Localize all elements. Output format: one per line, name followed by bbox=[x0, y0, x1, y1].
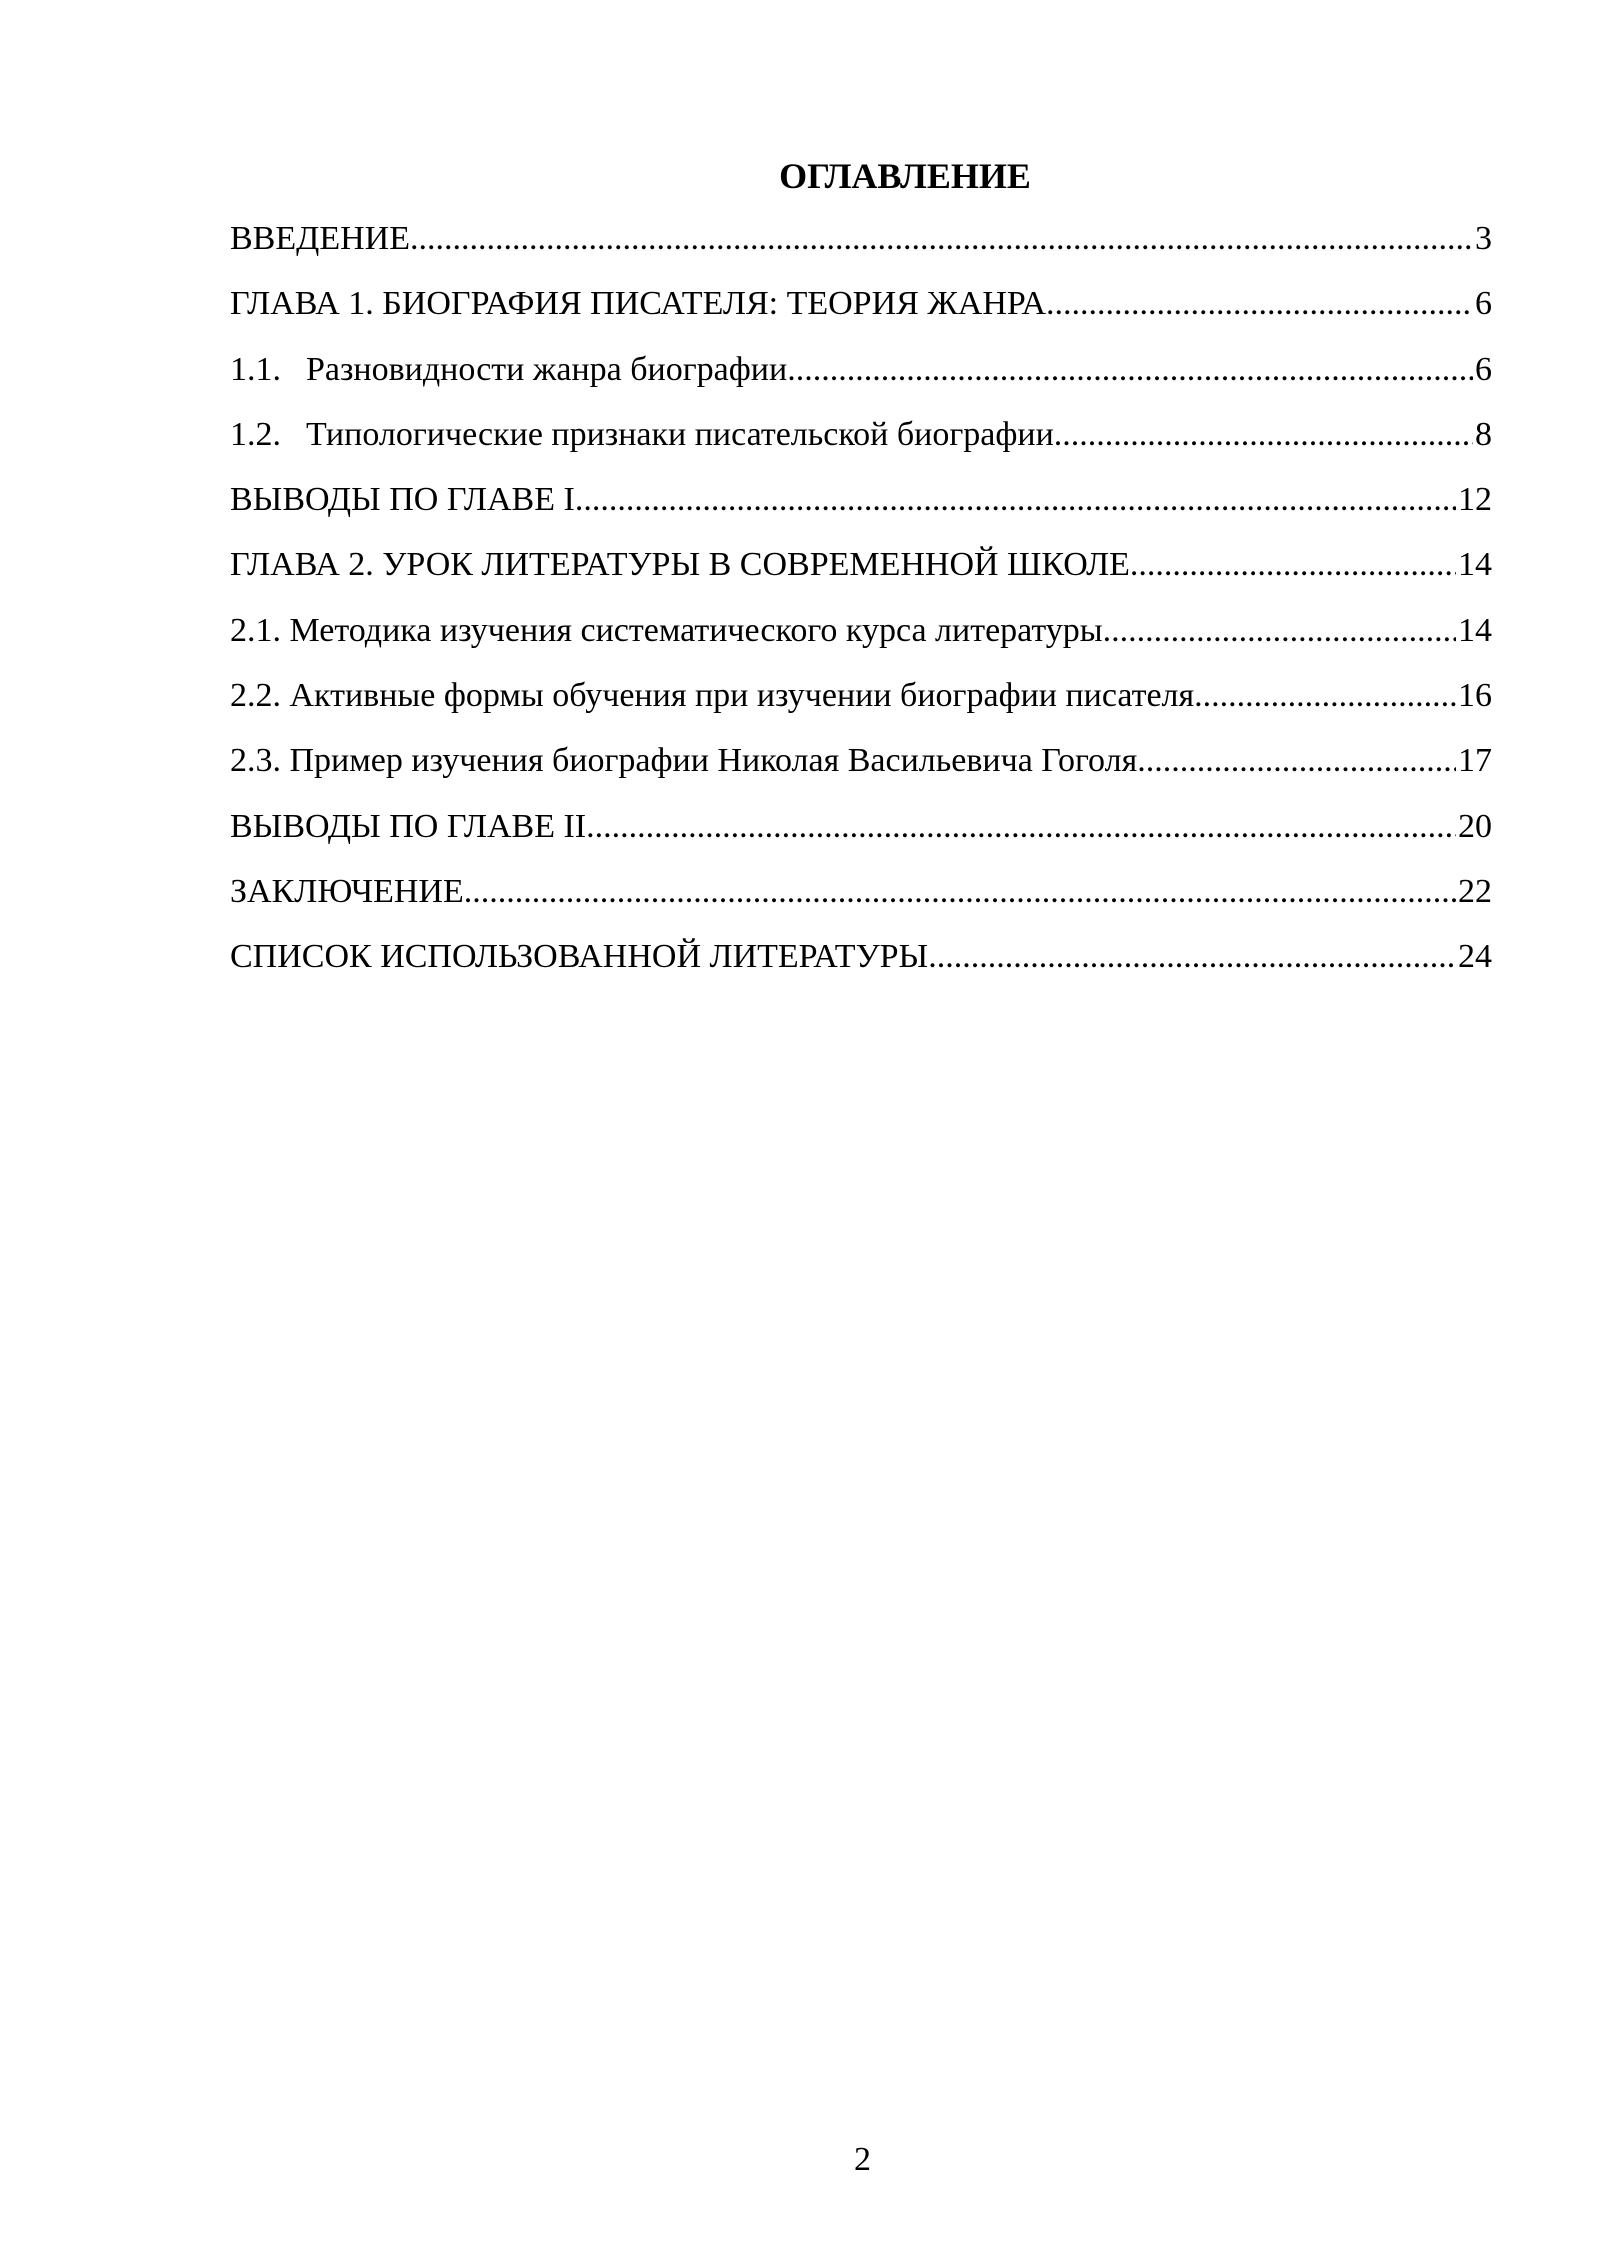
toc-entry[interactable] bbox=[230, 343, 1492, 408]
toc-entry-label: ЗАКЛЮЧЕНИЕ bbox=[230, 872, 464, 910]
dot-leader bbox=[1103, 604, 1456, 658]
toc-entry[interactable] bbox=[230, 800, 1492, 865]
toc-entry[interactable] bbox=[230, 604, 1492, 669]
toc-entry-page: 3 bbox=[1475, 220, 1492, 257]
toc-entry-number: 1.2. bbox=[230, 415, 281, 453]
toc-entry-page: 24 bbox=[1458, 938, 1492, 976]
toc-entry-page: 8 bbox=[1475, 415, 1492, 453]
toc-entry[interactable] bbox=[230, 865, 1492, 930]
toc-entry[interactable] bbox=[230, 538, 1492, 603]
toc-entry[interactable] bbox=[230, 473, 1492, 538]
toc-entry-page: 14 bbox=[1458, 546, 1492, 584]
dot-leader bbox=[464, 865, 1456, 919]
toc-entry-page: 17 bbox=[1458, 742, 1492, 780]
toc-entry-page: 16 bbox=[1458, 677, 1492, 715]
dot-leader bbox=[1137, 734, 1456, 788]
toc-entry[interactable] bbox=[230, 930, 1492, 995]
toc-entry[interactable] bbox=[230, 212, 1492, 277]
table-of-contents bbox=[230, 212, 1492, 996]
dot-leader bbox=[928, 930, 1456, 984]
toc-entry-label: ГЛАВА 2. УРОК ЛИТЕРАТУРЫ В СОВРЕМЕННОЙ ШКОЛЕ bbox=[230, 546, 1130, 584]
toc-entry-label: 2.1. Методика изучения систематического курса литературы bbox=[230, 611, 1103, 649]
toc-entry[interactable] bbox=[230, 277, 1492, 342]
toc-entry-label: 2.3. Пример изучения биографии Николая Васильевича Гоголя bbox=[230, 742, 1138, 780]
toc-entry-label: ВЫВОДЫ ПО ГЛАВЕ I bbox=[230, 481, 575, 519]
dot-leader bbox=[1046, 277, 1473, 331]
dot-leader bbox=[1194, 669, 1456, 723]
toc-entry-label: ВВЕДЕНИЕ bbox=[230, 220, 410, 257]
dot-leader bbox=[586, 800, 1456, 854]
toc-entry-page: 14 bbox=[1458, 611, 1492, 649]
toc-entry-page: 6 bbox=[1475, 285, 1492, 323]
toc-entry-label: Разновидности жанра биографии bbox=[306, 350, 788, 388]
toc-entry-page: 12 bbox=[1458, 481, 1492, 519]
toc-entry-number: 1.1. bbox=[230, 350, 281, 388]
toc-entry[interactable] bbox=[230, 734, 1492, 799]
toc-entry-label: ГЛАВА 1. БИОГРАФИЯ ПИСАТЕЛЯ: ТЕОРИЯ ЖАНРА bbox=[230, 285, 1046, 323]
dot-leader bbox=[575, 473, 1456, 527]
toc-entry-label: СПИСОК ИСПОЛЬЗОВАННОЙ ЛИТЕРАТУРЫ bbox=[230, 938, 929, 976]
dot-leader bbox=[410, 212, 1473, 266]
toc-entry-page: 6 bbox=[1475, 350, 1492, 388]
toc-entry-page: 20 bbox=[1458, 807, 1492, 845]
toc-entry-label: 2.2. Активные формы обучения при изучении биографии писателя bbox=[230, 677, 1195, 715]
toc-entry[interactable] bbox=[230, 669, 1492, 734]
toc-entry-page: 22 bbox=[1458, 872, 1492, 910]
dot-leader bbox=[1130, 538, 1456, 592]
toc-entry-label: ВЫВОДЫ ПО ГЛАВЕ II bbox=[230, 807, 587, 845]
toc-heading: ОГЛАВЛЕНИЕ bbox=[779, 156, 1031, 196]
toc-entry-label: Типологические признаки писательской биографии bbox=[306, 415, 1054, 453]
dot-leader bbox=[787, 343, 1473, 397]
toc-entry[interactable] bbox=[230, 408, 1492, 473]
page-number: 2 bbox=[854, 2141, 871, 2178]
dot-leader bbox=[1054, 408, 1473, 462]
